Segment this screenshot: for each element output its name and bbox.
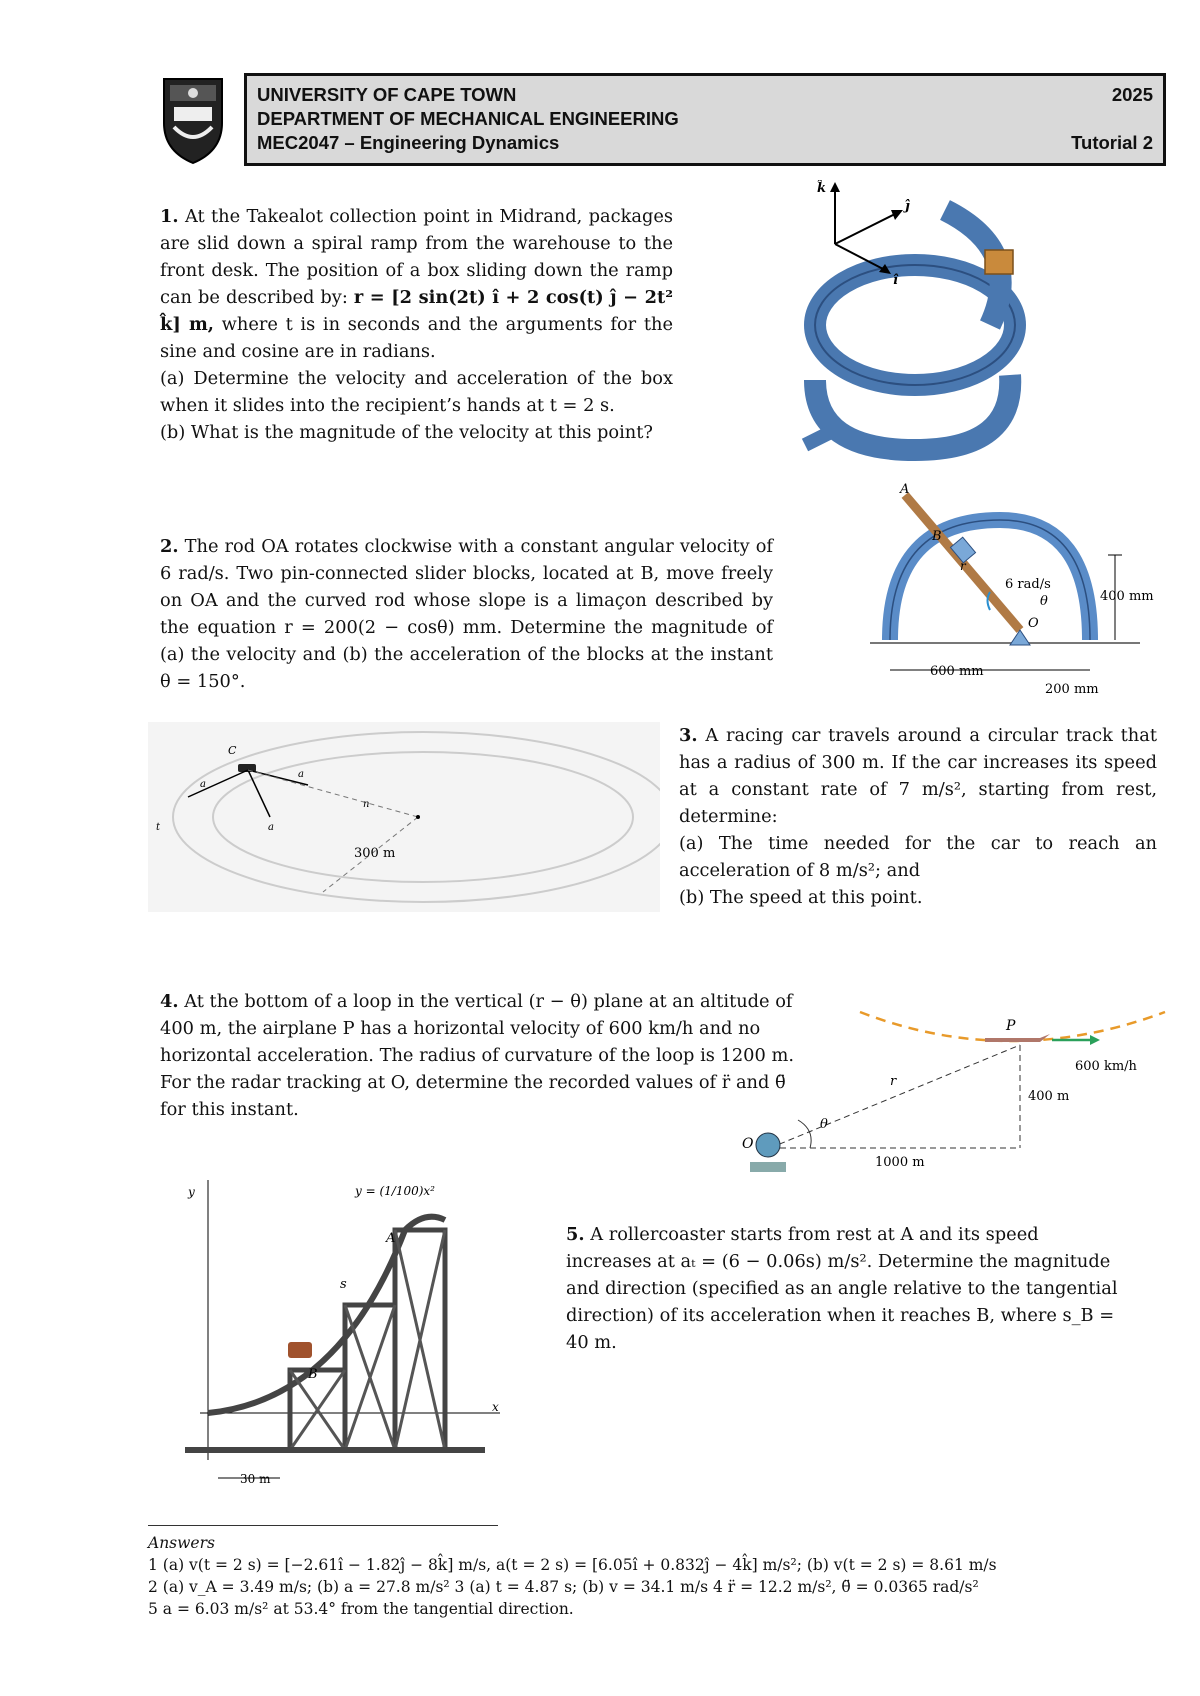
university-name: UNIVERSITY OF CAPE TOWN — [257, 84, 517, 105]
q2-fig-b-label: B — [932, 529, 942, 544]
q2-fig-height-label: 400 mm — [1100, 589, 1154, 604]
q4-text: At the bottom of a loop in the vertical (r − θ) plane at an altitude of 400 m, the airplane P has a horizontal velocity of 600 km/h and no horizontal acceleration. The radius of curvature of the loop is 1200 m. For the radar tracking at O, determine the recorded values of r̈ and θ̈ for this instant. — [160, 991, 794, 1120]
q1-intro-2: where t is in seconds and the arguments for the sine and cosine are in radians. — [160, 314, 673, 362]
q5-fig-y-label: y — [188, 1185, 195, 1199]
q4-fig-distance-label: 1000 m — [875, 1155, 925, 1170]
course-name: MEC2047 – Engineering Dynamics — [257, 132, 560, 153]
q4-number: 4. — [160, 991, 179, 1012]
q3-fig-c-label: C — [228, 744, 237, 757]
q4-figure-airplane-radar — [740, 1000, 1170, 1185]
answer-line-3: 5 a = 6.03 m/s² at 53.4° from the tangential direction. — [148, 1600, 574, 1618]
q3-fig-radius-label: 300 m — [354, 846, 396, 861]
q2-text: The rod OA rotates clockwise with a constant angular velocity of 6 rad/s. Two pin-connected slider blocks, located at B, move freely on OA and the curved rod whose slope is a limaçon described by the equation r = 200(2 − cosθ) mm. Determine the magnitude of (a) the velocity and (b) the acceleration of the blocks at the instant θ = 150°. — [160, 536, 773, 692]
q5-fig-distance-label: 30 m — [240, 1472, 271, 1486]
q4-fig-r-label: r — [890, 1074, 897, 1089]
tutorial-number: Tutorial 2 — [1071, 132, 1153, 153]
q3-number: 3. — [679, 725, 698, 746]
question-1 — [160, 203, 673, 446]
answers-title: Answers — [148, 1534, 215, 1552]
q2-figure-rod-limacon — [860, 480, 1160, 700]
q4-fig-o-label: O — [742, 1136, 754, 1152]
q3-text: A racing car travels around a circular track that has a radius of 300 m. If the car increases its speed at a constant rate of 7 m/s², starting from rest, determine: — [679, 725, 1158, 827]
question-2 — [160, 533, 773, 695]
q3-part-b: (b) The speed at this point. — [679, 887, 923, 908]
header-box — [244, 73, 1166, 166]
q1-fig-j-label: ĵ — [905, 199, 910, 214]
q3-fig-t-label: t — [156, 822, 161, 833]
answers-divider — [148, 1525, 498, 1526]
q1-figure-spiral-ramp — [795, 180, 1035, 465]
answer-line-2: 2 (a) v_A = 3.49 m/s; (b) a = 27.8 m/s² 3 (a) t = 4.87 s; (b) v = 34.1 m/s 4 r̈ = 12.2 m/s², θ̈ = 0.0365 rad/s² — [148, 1578, 979, 1596]
year: 2025 — [1111, 84, 1153, 105]
q2-fig-o-label: O — [1028, 616, 1039, 631]
q3-fig-an-label: a — [298, 769, 304, 780]
q2-fig-width-label: 600 mm — [930, 664, 984, 679]
q3-figure-circular-track — [148, 722, 660, 912]
q2-fig-offset-label: 200 mm — [1045, 682, 1099, 697]
q5-fig-a-label: A — [386, 1231, 396, 1246]
q2-fig-r-label: r — [960, 559, 966, 573]
answer-line-1: 1 (a) v(t = 2 s) = [−2.61î − 1.82ĵ − 8k̂] m/s, a(t = 2 s) = [6.05î + 0.832ĵ − 4k̂] m/s²; (b) v(t = 2 s) = 8.61 m/s — [148, 1556, 997, 1574]
q5-fig-x-label: x — [492, 1400, 499, 1414]
q1-intro: At the Takealot collection point in Midrand, packages are slid down a spiral ramp from the warehouse to the front desk. The position of a box sliding down the ramp can be described by: — [160, 206, 673, 308]
q2-number: 2. — [160, 536, 179, 557]
q5-fig-b-label: B — [308, 1367, 318, 1382]
q2-fig-theta-label: θ — [1040, 594, 1048, 609]
q1-number: 1. — [160, 206, 179, 227]
q3-fig-n-label: n — [363, 799, 370, 810]
question-3 — [679, 722, 1157, 911]
q5-fig-s-label: s — [340, 1277, 347, 1292]
q3-part-a: (a) The time needed for the car to reach an acceleration of 8 m/s²; and — [679, 833, 1157, 881]
q2-fig-omega-label: 6 rad/s — [1005, 577, 1051, 592]
q3-fig-a-label: a — [268, 822, 274, 833]
q1-part-a: (a) Determine the velocity and acceleration of the box when it slides into the recipient’s hands at t = 2 s. — [160, 368, 673, 416]
uct-logo — [160, 73, 226, 166]
q5-figure-rollercoaster — [140, 1160, 510, 1500]
q5-number: 5. — [566, 1224, 585, 1245]
q1-fig-i-label: î — [893, 273, 898, 288]
q1-fig-k-label: k̂ — [817, 181, 827, 196]
q4-fig-altitude-label: 400 m — [1028, 1089, 1070, 1104]
q1-equation: r = [2 sin(2t) î + 2 cos(t) ĵ − 2t² k̂] m, — [160, 287, 673, 335]
question-5 — [566, 1221, 1126, 1356]
q1-part-b: (b) What is the magnitude of the velocity at this point? — [160, 422, 653, 443]
question-4 — [160, 988, 800, 1123]
q4-fig-p-label: P — [1006, 1018, 1016, 1034]
answers-section — [148, 1532, 1168, 1620]
q4-fig-velocity-label: 600 km/h — [1075, 1059, 1137, 1074]
department-name: DEPARTMENT OF MECHANICAL ENGINEERING — [257, 108, 679, 129]
q3-fig-at-label: a — [200, 779, 206, 790]
q5-text: A rollercoaster starts from rest at A and its speed increases at aₜ = (6 − 0.06s) m/s². Determine the magnitude and direction (specified as an angle relative to the tangential direction) of its acceleration when it reaches B, where s_B = 40 m. — [566, 1224, 1118, 1353]
q5-fig-equation: y = (1/100)x² — [355, 1184, 435, 1198]
q2-fig-a-label: A — [900, 482, 910, 497]
q4-fig-theta-label: θ — [820, 1117, 828, 1132]
